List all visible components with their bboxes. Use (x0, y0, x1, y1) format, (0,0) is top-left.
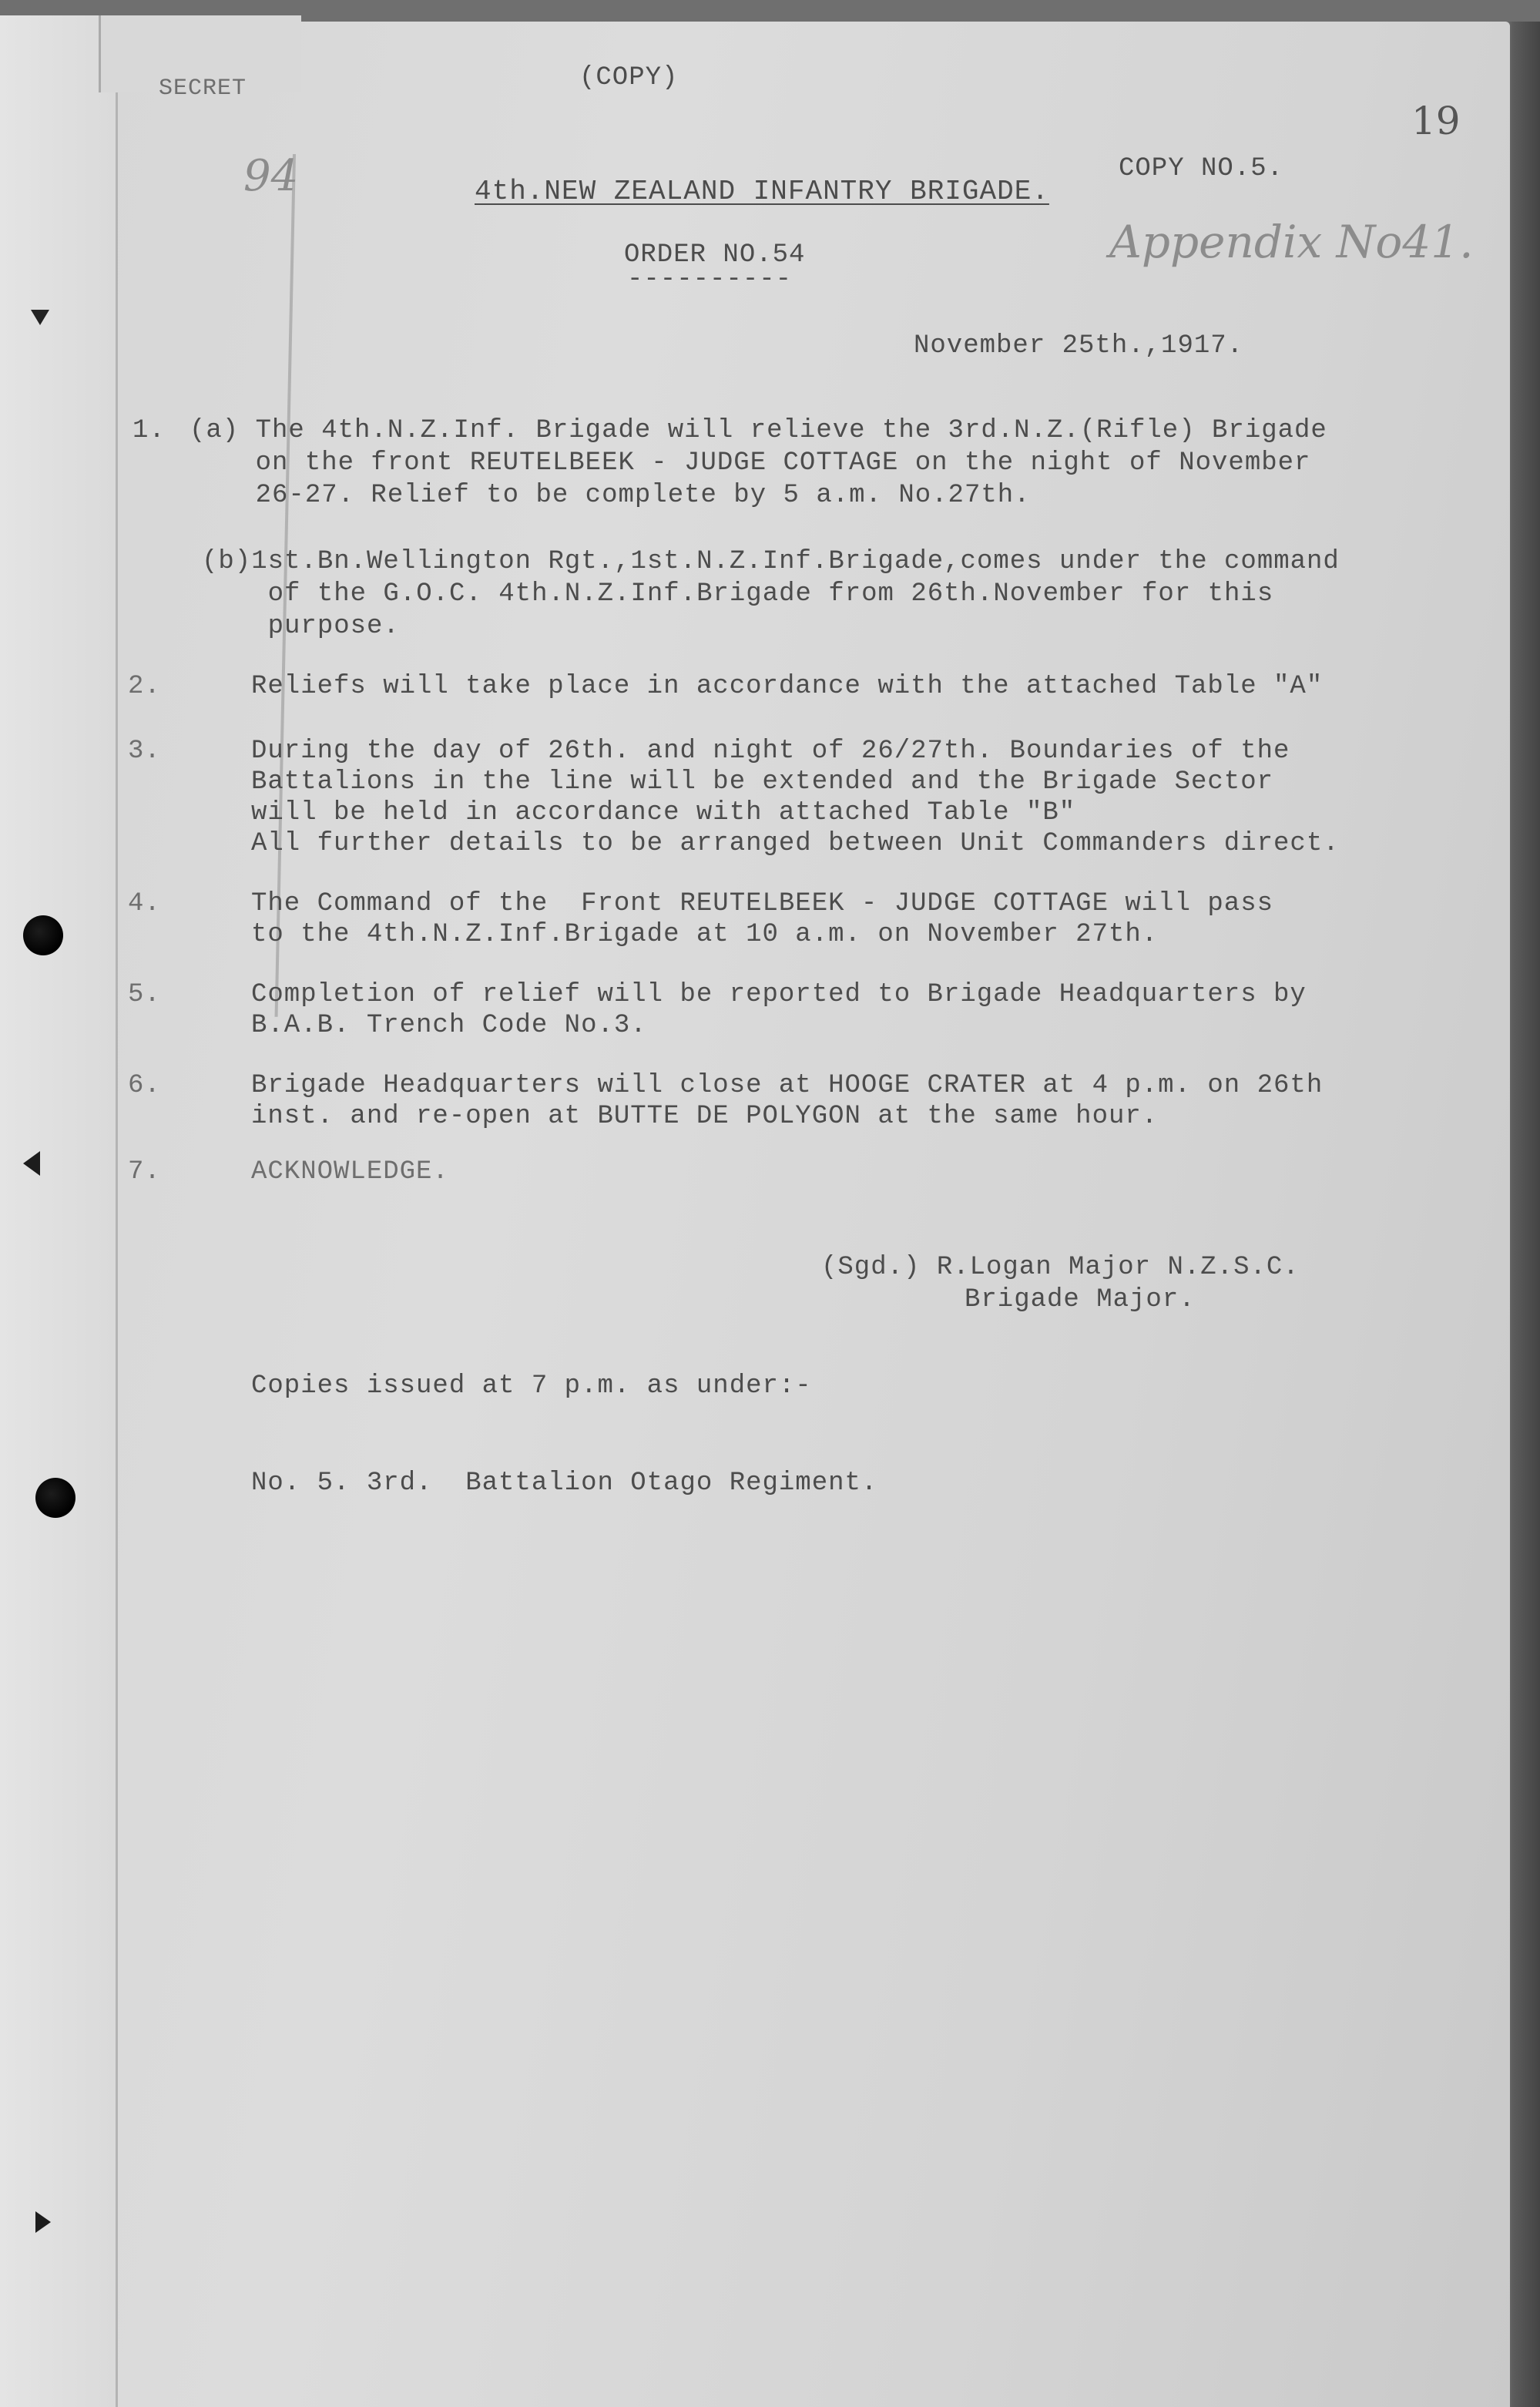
order-date: November 25th.,1917. (914, 331, 1244, 361)
punch-hole-upper (23, 915, 63, 955)
para-3-line-3: will be held in accordance with attached Table "B" (251, 798, 1076, 828)
appendix-handwritten: Appendix No41. (1109, 216, 1474, 268)
para-6-number: 6. (128, 1071, 161, 1100)
unit-title: 4th.NEW ZEALAND INFANTRY BRIGADE. (475, 176, 1049, 207)
folder-tab (0, 15, 118, 2407)
para-1b-line-2: of the G.O.C. 4th.N.Z.Inf.Brigade from 26th.November for this (202, 579, 1274, 609)
order-number: ORDER NO.54 (624, 240, 806, 270)
margin-mark-1 (31, 310, 49, 325)
secret-stamp: SECRET (159, 76, 247, 102)
para-3-line-1: During the day of 26th. and night of 26/27th. Boundaries of the (251, 737, 1290, 766)
para-1a-line-3: 26-27. Relief to be complete by 5 a.m. No.27th. (190, 481, 1031, 510)
para-1-number: 1. (133, 416, 166, 445)
signature-line-2: Brigade Major. (965, 1285, 1196, 1314)
copy-number: COPY NO.5. (1119, 154, 1284, 183)
para-3-line-4: All further details to be arranged between Unit Commanders direct. (251, 829, 1340, 858)
para-5-line-2: B.A.B. Trench Code No.3. (251, 1011, 647, 1040)
handwritten-number: 94 (243, 151, 299, 201)
para-2-number: 2. (128, 672, 161, 701)
para-3-line-2: Battalions in the line will be extended and the Brigade Sector (251, 767, 1274, 797)
para-4-line-1: The Command of the Front REUTELBEEK - JUDGE COTTAGE will pass (251, 889, 1274, 918)
para-6-line-2: inst. and re-open at BUTTE DE POLYGON at the same hour. (251, 1102, 1159, 1131)
signature-line-1: (Sgd.) R.Logan Major N.Z.S.C. (821, 1253, 1300, 1282)
margin-mark-2 (23, 1151, 40, 1176)
para-1a-line-2: on the front REUTELBEEK - JUDGE COTTAGE on the night of November (190, 448, 1311, 478)
para-4-line-2: to the 4th.N.Z.Inf.Brigade at 10 a.m. on November 27th. (251, 920, 1159, 949)
para-3-number: 3. (128, 737, 161, 766)
distribution-intro: Copies issued at 7 p.m. as under:- (251, 1371, 812, 1401)
punch-hole-lower (35, 1478, 75, 1518)
order-underline: ---------- (627, 265, 793, 294)
para-1a-line-1: (a) The 4th.N.Z.Inf. Brigade will relieve the 3rd.N.Z.(Rifle) Brigade (190, 416, 1327, 445)
copy-mark: (COPY) (579, 63, 679, 92)
para-6-line-1: Brigade Headquarters will close at HOOGE CRATER at 4 p.m. on 26th (251, 1071, 1324, 1100)
para-7-line-1: ACKNOWLEDGE. (251, 1157, 449, 1187)
margin-mark-3 (35, 2211, 51, 2233)
para-4-number: 4. (128, 889, 161, 918)
para-5-number: 5. (128, 980, 161, 1009)
document-page (0, 22, 1510, 2407)
page-number: 19 (1411, 99, 1461, 143)
para-1b-line-3: purpose. (202, 612, 400, 641)
distribution-entry: No. 5. 3rd. Battalion Otago Regiment. (251, 1469, 878, 1498)
para-7-number: 7. (128, 1157, 161, 1187)
para-1b-line-1: (b)1st.Bn.Wellington Rgt.,1st.N.Z.Inf.Brigade,comes under the command (202, 547, 1340, 576)
para-2-line-1: Reliefs will take place in accordance with the attached Table "A" (251, 672, 1324, 701)
para-5-line-1: Completion of relief will be reported to Brigade Headquarters by (251, 980, 1307, 1009)
